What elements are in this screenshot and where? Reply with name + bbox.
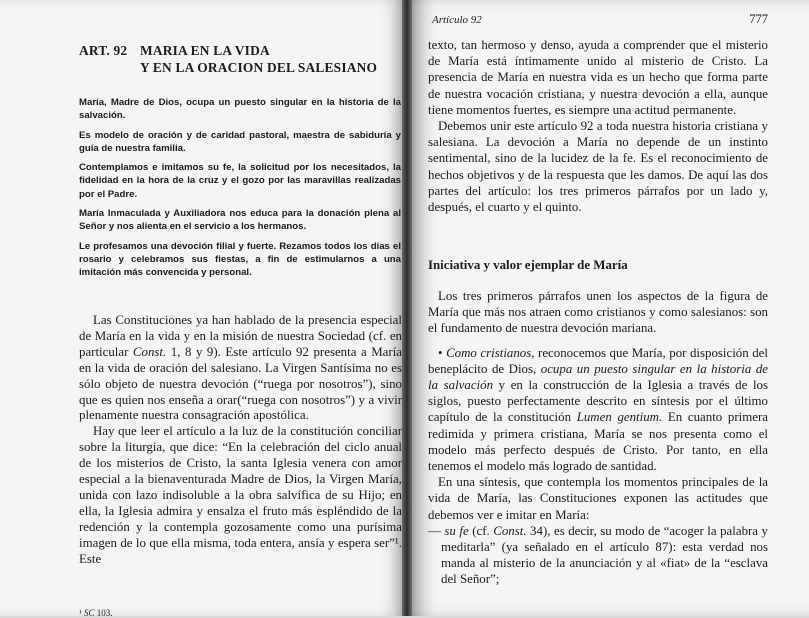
bullet: • (438, 345, 443, 360)
text-run-italic: Const. (132, 344, 167, 359)
body-paragraph (79, 313, 402, 424)
text-run: y en la construcción de la Iglesia a través de los siglos, puesto perfectamente descrito en síntesis por el último capítulo de la constitución (428, 378, 768, 425)
summary-paragraph: María Inmaculada y Auxiliadora nos educa para la donación plena al Señor y nos alienta en el servicio a los hermanos. (79, 208, 401, 233)
body-paragraph: Los tres primeros párrafos unen los aspectos de la figura de María que más nos atraen como cristianos y como salesianos: son el fundamento de nuestra devoción mariana. (428, 289, 768, 336)
text-run-italic: su fe (444, 523, 469, 538)
text-run: (cf. (468, 523, 494, 538)
body-paragraph: texto, tan hermoso y denso, ayuda a comprender que el misterio de María está íntimamente unido al misterio de Cristo. La presencia de María en nuestra vida es un hecho que forma parte de nuestra vocación cristiana, y nuestra devoción a ella, aunque tiene momentos fuertes, es siempre una actitud permanente. (428, 38, 768, 117)
body-paragraph (428, 345, 768, 475)
article-heading (79, 42, 399, 76)
text-run: 34), es decir, su modo de “acoger la palabra y meditarla” (ya señalado en el artículo 87): esta verdad nos manda al misterio de la anunciación y al «fiat» de la “esclava del Señor”; (441, 523, 768, 587)
text-run-italic: Como cristianos, (446, 345, 535, 360)
text-run-italic: ocupa un puesto singular en la historia de la salvación (428, 361, 769, 393)
left-body-text (79, 313, 402, 568)
body-paragraph: En una síntesis, que contempla los momentos principales de la vida de María, las Constituciones exponen las actitudes que debemos ver e imitar en María: (428, 475, 768, 522)
article-summary (79, 96, 401, 286)
text-run: Las Constituciones ya han hablado de la presencia especial de María en la vida y en la misión de nuestra Sociedad (cf. en particular (79, 313, 402, 359)
article-title-line1: MARIA EN LA VIDA (140, 43, 270, 58)
summary-paragraph: María, Madre de Dios, ocupa un puesto singular en la historia de la salvación. (79, 97, 401, 122)
summary-paragraph: Le profesamos una devoción filial y fuerte. Rezamos todos los días el rosario y celebramos sus fiestas, a fin de estimularnos a una imitación más convencida y personal. (79, 240, 401, 279)
body-paragraph: Debemos unir este artículo 92 a toda nuestra historia cristiana y salesiana. La devoción a María no depende de un instinto sentimental, sino de la lucidez de la fe. Es el reconocimiento de hechos objetivos y de la respuesta que les damos. De aquí las dos partes del artículo: los tres primeros párrafos por un lado y, después, el cuarto y el quinto. (428, 119, 768, 215)
page-number: 777 (749, 12, 768, 26)
footnote (79, 608, 112, 618)
footnote-page: 103. (96, 608, 113, 618)
summary-paragraph: Es modelo de oración y de caridad pastoral, maestra de sabiduría y guía de nuestra familia. (79, 129, 401, 154)
article-title-line2: Y EN LA ORACION DEL SALESIANO (140, 60, 378, 75)
summary-paragraph: Contemplamos e imitamos su fe, la solicitud por los necesitados, la fidelidad en la hora de la cruz y el gozo por las maravillas realizadas por el Padre. (79, 162, 401, 200)
text-run: 1, 8 y 9). Este artículo 92 presenta a María en la vida de oración del salesiano. La Virgen Santísima no es sólo objeto de nuestra devoción (“ruega por nosotros”), sino que es quien nos enseña a orar(“ruega con nosotros”) y a vivir plenamente nuestra consagración apostólica. (79, 344, 402, 423)
text-run-italic: Const. (493, 523, 527, 538)
book-gutter (402, 0, 412, 616)
running-header (432, 12, 768, 28)
footnote-number: ¹ (79, 608, 82, 618)
text-run: En cuanto primera redimida y primera cristiana, María se nos presenta como el modelo más perfecto después de Cristo. Por tanto, en ella tenemos el modelo más logrado de santidad. (428, 410, 768, 474)
text-run: reconocemos que María, por disposición del beneplácito de Dios, (428, 345, 768, 376)
right-body-text-2 (428, 288, 768, 588)
dash: — (428, 523, 441, 538)
right-body-text (428, 37, 768, 215)
body-paragraph: Hay que leer el artículo a la luz de la constitución conciliar sobre la liturgia, que dice: “En la celebración del ciclo anual de los misterios de Cristo, la santa Iglesia venera con amor especial a la bienaventurada Madre de Dios, la Virgen María, unida con lazo indisoluble a la obra salvífica de su Hijo; en ella, la Iglesia admira y ensalza el fruto más espléndido de la redención y la contempla gozosamente como una purísima imagen de lo que ella misma, toda entera, ansía y espera ser”¹. Este (79, 424, 402, 566)
section-subheading: Iniciativa y valor ejemplar de María (428, 258, 628, 272)
footnote-ref: SC (83, 608, 95, 618)
article-number: ART. 92 (79, 43, 128, 58)
running-title: Artículo 92 (432, 14, 482, 26)
text-run-italic: Lumen gentium. (576, 410, 663, 425)
list-item (428, 523, 768, 588)
